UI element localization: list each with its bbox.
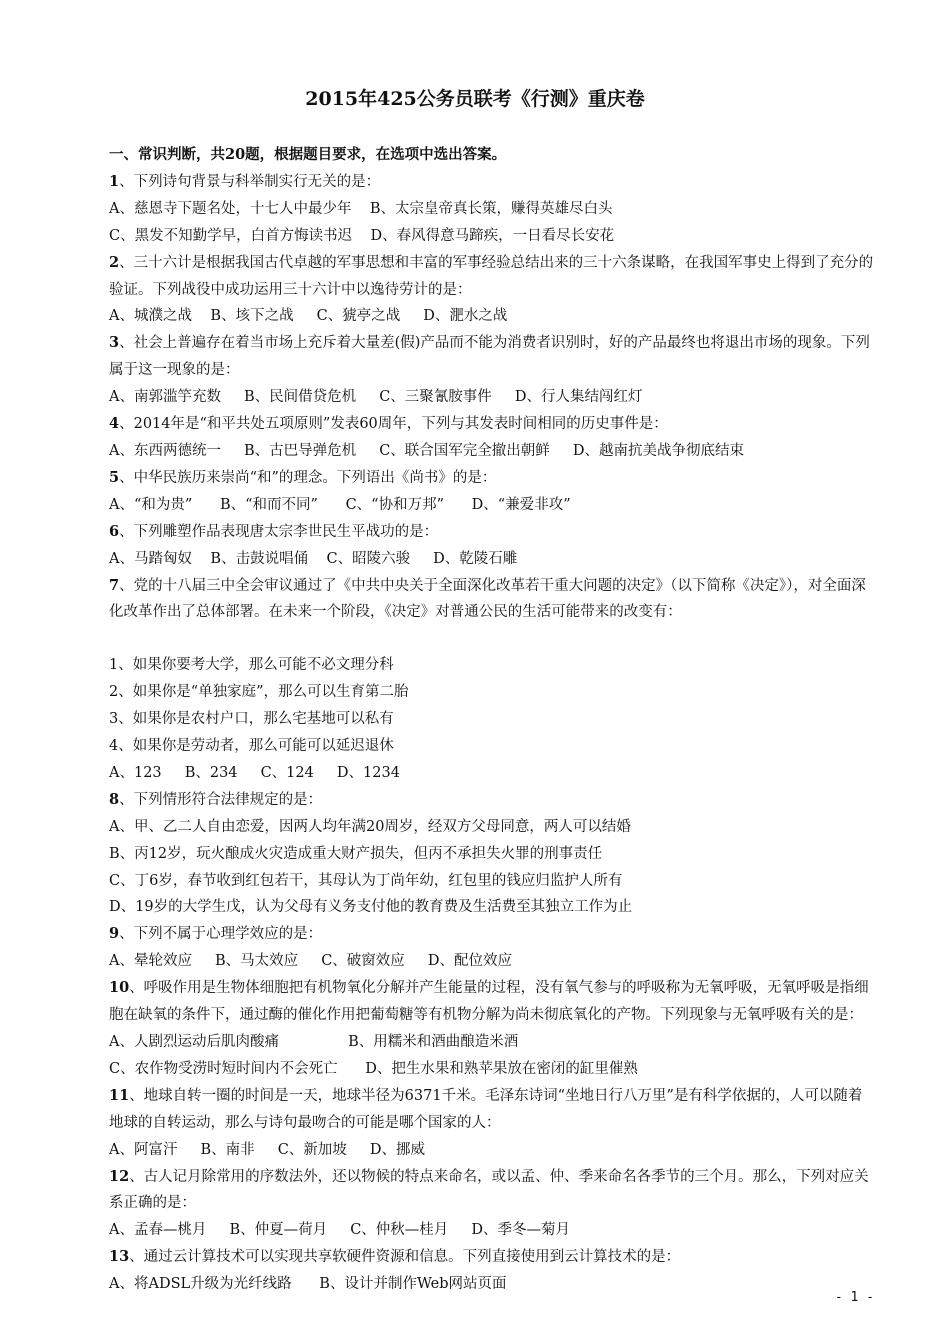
option-line: C、农作物受涝时短时间内不会死亡 D、把生水果和熟苹果放在密闭的缸里催熟 [109,1060,638,1077]
question-2 [76,250,876,304]
question-text: 、中华民族历来崇尚“和”的理念。下列语出《尚书》的是： [119,469,497,486]
option-line: A、123 B、234 C、124 D、1234 [109,764,400,781]
question-10 [76,975,876,1029]
option-line: A、东西两德统一 B、古巴导弹危机 C、联合国军完全撤出朝鲜 D、越南抗美战争彻底结束 [109,442,744,459]
question-number: 13 [109,1248,130,1266]
question-8 [76,787,876,814]
question-number: 4 [109,415,120,433]
option-line: C、丁6岁，春节收到红包若干，其母认为丁尚年幼，红包里的钱应归监护人所有 [109,872,623,889]
option-line: A、人剧烈运动后肌肉酸痛 B、用糯米和酒曲酿造米酒 [109,1034,519,1050]
question-number: 8 [109,790,120,808]
option-line: 3、如果你是农村户口，那么宅基地可以私有 [109,711,394,728]
option-line: A、孟春—桃月 B、仲夏—荷月 C、仲秋—桂月 D、季冬—菊月 [109,1222,570,1239]
question-6 [76,519,876,546]
question-text: 、地球自转一圈的时间是一天，地球半径为6371千米。毛泽东诗词“坐地日行八万里”是有科学依据的，人可以随着地球的自转运动，那么与诗句最吻合的可能是哪个国家的人： [109,1087,863,1131]
question-number: 9 [109,925,120,943]
question-number: 5 [109,468,120,486]
option-line: 4、如果你是劳动者，那么可能可以延迟退休 [109,738,394,755]
question-11 [76,1083,876,1137]
question-number: 6 [109,522,120,540]
page-number: - 1 - [834,1290,874,1305]
page-title: 2015年425公务员联考《行测》重庆卷 [305,88,645,110]
question-number: 11 [109,1086,130,1104]
question-number: 7 [109,576,120,594]
question-text: 、下列不属于心理学效应的是： [119,926,323,943]
option-line: C、黑发不知勤学早，白首方悔读书迟 D、春风得意马蹄疾，一日看尽长安花 [109,227,615,244]
spacer [76,626,876,652]
question-number: 1 [109,172,120,190]
question-text: 、古人记月除常用的序数法外，还以物候的特点来命名，或以孟、仲、季来命名各季节的三个月。那么，下列对应关系正确的是： [109,1168,869,1212]
question-text: 、党的十八届三中全会审议通过了《中共中央关于全面深化改革若干重大问题的决定》（以下简称《决定》），对全面深化改革作出了总体部署。在未来一个阶段，《决定》对普通公民的生活可能带来的改变有： [109,577,866,621]
option-line: B、丙12岁，玩火酿成火灾造成重大财产损失，但丙不承担失火罪的刑事责任 [109,845,603,862]
question-number: 10 [109,979,130,997]
option-line: A、城濮之战 B、垓下之战 C、猇亭之战 D、淝水之战 [109,308,508,325]
question-number: 3 [109,334,120,352]
question-number: 2 [109,253,120,271]
option-line: 2、如果你是“单独家庭”，那么可以生育第二胎 [109,684,409,701]
option-line: A、将ADSL升级为光纤线路 B、设计并制作Web网站页面 [109,1276,507,1293]
question-list [76,169,876,1298]
question-text: 、通过云计算技术可以实现共享软硬件资源和信息。下列直接使用到云计算技术的是： [129,1249,681,1266]
document-body [76,142,876,1298]
option-line: A、阿富汗 B、南非 C、新加坡 D、挪威 [109,1141,425,1158]
option-line: D、19岁的大学生戊，认为父母有义务支付他的教育费及生活费至其独立工作为止 [109,899,633,916]
option-line: A、“和为贵” B、“和而不同” C、“协和万邦” D、“兼爱非攻” [109,496,571,513]
question-text: 、三十六计是根据我国古代卓越的军事思想和丰富的军事经验总结出来的三十六条谋略，在我国军事史上得到了充分的验证。下列战役中成功运用三十六计中以逸待劳计的是： [109,254,874,298]
question-text: 、下列诗句背景与科举制实行无关的是： [119,173,381,190]
question-text: 、下列情形符合法律规定的是： [119,791,323,808]
question-7 [76,573,876,627]
option-line: A、慈恩寺下题名处，十七人中最少年 B、太宗皇帝真长策，赚得英雄尽白头 [109,200,613,217]
question-1 [76,169,876,196]
option-line: A、甲、乙二人自由恋爱，因两人均年满20周岁，经双方父母同意，两人可以结婚 [109,818,631,835]
question-text: 、2014年是“和平共处五项原则”发表60周年，下列与其发表时间相同的历史事件是： [119,416,668,433]
section-heading: 一、常识判断，共20题，根据题目要求，在选项中选出答案。 [109,146,507,163]
option-line: A、晕轮效应 B、马太效应 C、破窗效应 D、配位效应 [109,953,512,970]
question-5 [76,465,876,492]
question-12 [76,1164,876,1218]
option-line: A、马踏匈奴 B、击鼓说唱俑 C、昭陵六骏 D、乾陵石雕 [109,550,518,567]
question-4 [76,411,876,438]
question-9 [76,921,876,948]
question-text: 、社会上普遍存在着当市场上充斥着大量差(假)产品而不能为消费者识别时，好的产品最终也将退出市场的现象。下列属于这一现象的是： [109,335,870,379]
question-text: 、呼吸作用是生物体细胞把有机物氧化分解并产生能量的过程，没有氧气参与的呼吸称为无氧呼吸，无氧呼吸是指细胞在缺氧的条件下，通过酶的催化作用把葡萄糖等有机物分解为尚未彻底氧化的产物。下列现象与无氧呼吸有关的是： [109,980,869,1024]
question-text: 、下列雕塑作品表现唐太宗李世民生平战功的是： [119,523,439,540]
question-number: 12 [109,1167,130,1185]
option-line: A、南郭滥竽充数 B、民间借贷危机 C、三聚氰胺事件 D、行人集结闯红灯 [109,389,643,406]
question-3 [76,330,876,384]
question-13 [76,1244,876,1271]
option-line: 1、如果你要考大学，那么可能不必文理分科 [109,657,394,674]
